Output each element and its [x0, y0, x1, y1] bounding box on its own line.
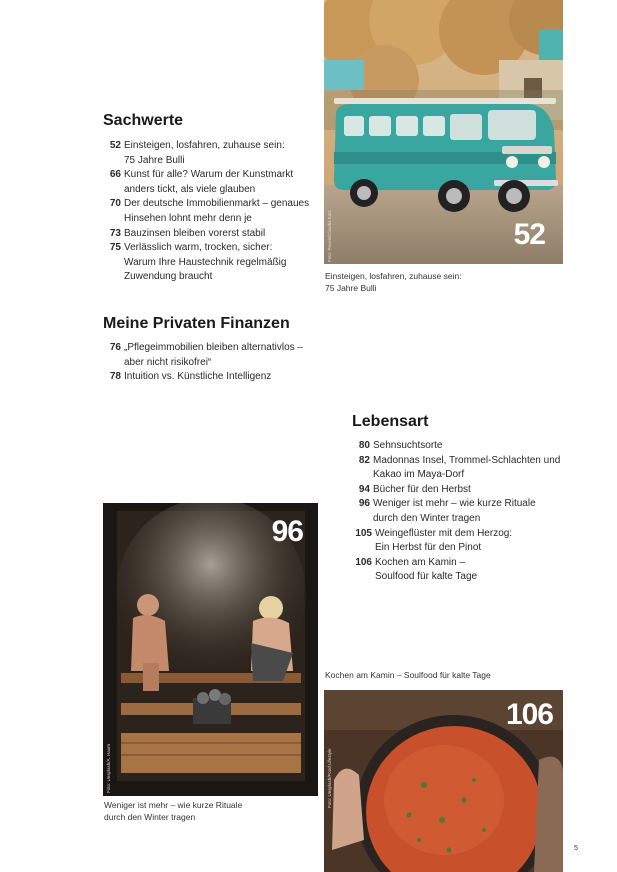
- toc-entry[interactable]: [348, 527, 578, 556]
- toc-page-number: 96: [358, 498, 370, 510]
- toc-entry-title: Bauzinsen bleiben vorerst stabil: [124, 227, 266, 239]
- photo-sauna: [103, 503, 318, 796]
- toc-entry-title: Verlässlich warm, trocken, sicher: Warum Ihre Haustechnik regelmäßig Zuwendung braucht: [124, 242, 287, 283]
- toc-page-number: 78: [109, 371, 121, 383]
- photo-caption-bulli: Einsteigen, losfahren, zuhause sein: 75 Jahre Bulli: [325, 271, 462, 293]
- toc-entry-title: Kunst für alle? Warum der Kunstmarkt anders tickt, als viele glauben: [124, 169, 294, 195]
- toc-page-number: 52: [109, 140, 121, 151]
- toc-entry[interactable]: [99, 341, 314, 370]
- toc-entry[interactable]: [99, 168, 314, 197]
- photo-bulli: [324, 0, 563, 264]
- toc-page-number: 105: [355, 527, 372, 539]
- page-ref-number: 52: [513, 218, 545, 251]
- page-ref-number: 96: [271, 515, 303, 548]
- toc-entry-title: Intuition vs. Künstliche Intelligenz: [124, 371, 272, 383]
- toc-entry-title: Madonnas Insel, Trommel-Schlachten und Kakao im Maya-Dorf: [373, 454, 561, 481]
- toc-page-number: 106: [355, 556, 372, 568]
- photo-caption-soup: Kochen am Kamin – Soulfood für kalte Tage: [325, 670, 491, 680]
- toc-entry-title: Weniger ist mehr – wie kurze Rituale durch den Winter tragen: [373, 498, 536, 524]
- section-title-sachwerte: Sachwerte: [103, 112, 184, 129]
- toc-page-number: 70: [109, 198, 121, 210]
- toc-entry[interactable]: [348, 454, 578, 483]
- toc-list-finanzen: [99, 341, 314, 385]
- toc-entry[interactable]: [348, 556, 578, 585]
- toc-entry-title: Weingeflüster mit dem Herzog: Ein Herbst für den Pinot: [375, 527, 513, 554]
- page-number: 5: [574, 845, 578, 852]
- toc-page-number: 75: [109, 242, 121, 254]
- toc-entry[interactable]: [348, 439, 578, 454]
- toc-entry[interactable]: [348, 497, 578, 526]
- toc-page-number: 82: [358, 454, 370, 466]
- toc-entry-title: Sehnsuchtsorte: [373, 440, 443, 451]
- page-ref-number: 106: [505, 698, 553, 731]
- section-title-lebensart: Lebensart: [352, 413, 429, 430]
- toc-page-number: 76: [109, 342, 121, 353]
- photo-credit: Foto: Pexels/Claudia Katz: [327, 210, 332, 262]
- toc-entry[interactable]: [99, 197, 314, 226]
- toc-entry-title: Einsteigen, losfahren, zuhause sein: 75 Jahre Bulli: [124, 140, 285, 166]
- toc-page-number: 66: [109, 169, 121, 181]
- toc-entry[interactable]: [99, 370, 314, 385]
- photo-caption-sauna: Weniger ist mehr – wie kurze Rituale durch den Winter tragen: [104, 800, 243, 822]
- section-title-finanzen: Meine Privaten Finanzen: [103, 315, 290, 332]
- toc-list-sachwerte: [99, 139, 314, 285]
- toc-entry-title: „Pflegeimmobilien bleiben alternativlos – aber nicht risikofrei“: [124, 342, 303, 368]
- photo-soup: [324, 690, 563, 872]
- toc-entry[interactable]: [348, 483, 578, 498]
- toc-page-number: 80: [358, 440, 370, 451]
- toc-entry[interactable]: [99, 241, 314, 285]
- photo-credit: Foto: Unsplash/A. Haum: [106, 743, 111, 793]
- toc-entry[interactable]: [99, 139, 314, 168]
- photo-credit: Foto: Unsplash/Food Lifestyle: [327, 748, 332, 808]
- toc-entry-title: Bücher für den Herbst: [373, 483, 471, 495]
- vw-bus-icon: [334, 98, 558, 212]
- toc-page-number: 73: [109, 227, 121, 239]
- toc-entry-title: Der deutsche Immobilienmarkt – genaues Hinsehen lohnt mehr denn je: [124, 198, 310, 224]
- toc-list-lebensart: [348, 439, 578, 585]
- toc-entry[interactable]: [99, 227, 314, 242]
- toc-entry-title: Kochen am Kamin – Soulfood für kalte Tage: [375, 556, 478, 583]
- toc-page-number: 94: [358, 483, 370, 495]
